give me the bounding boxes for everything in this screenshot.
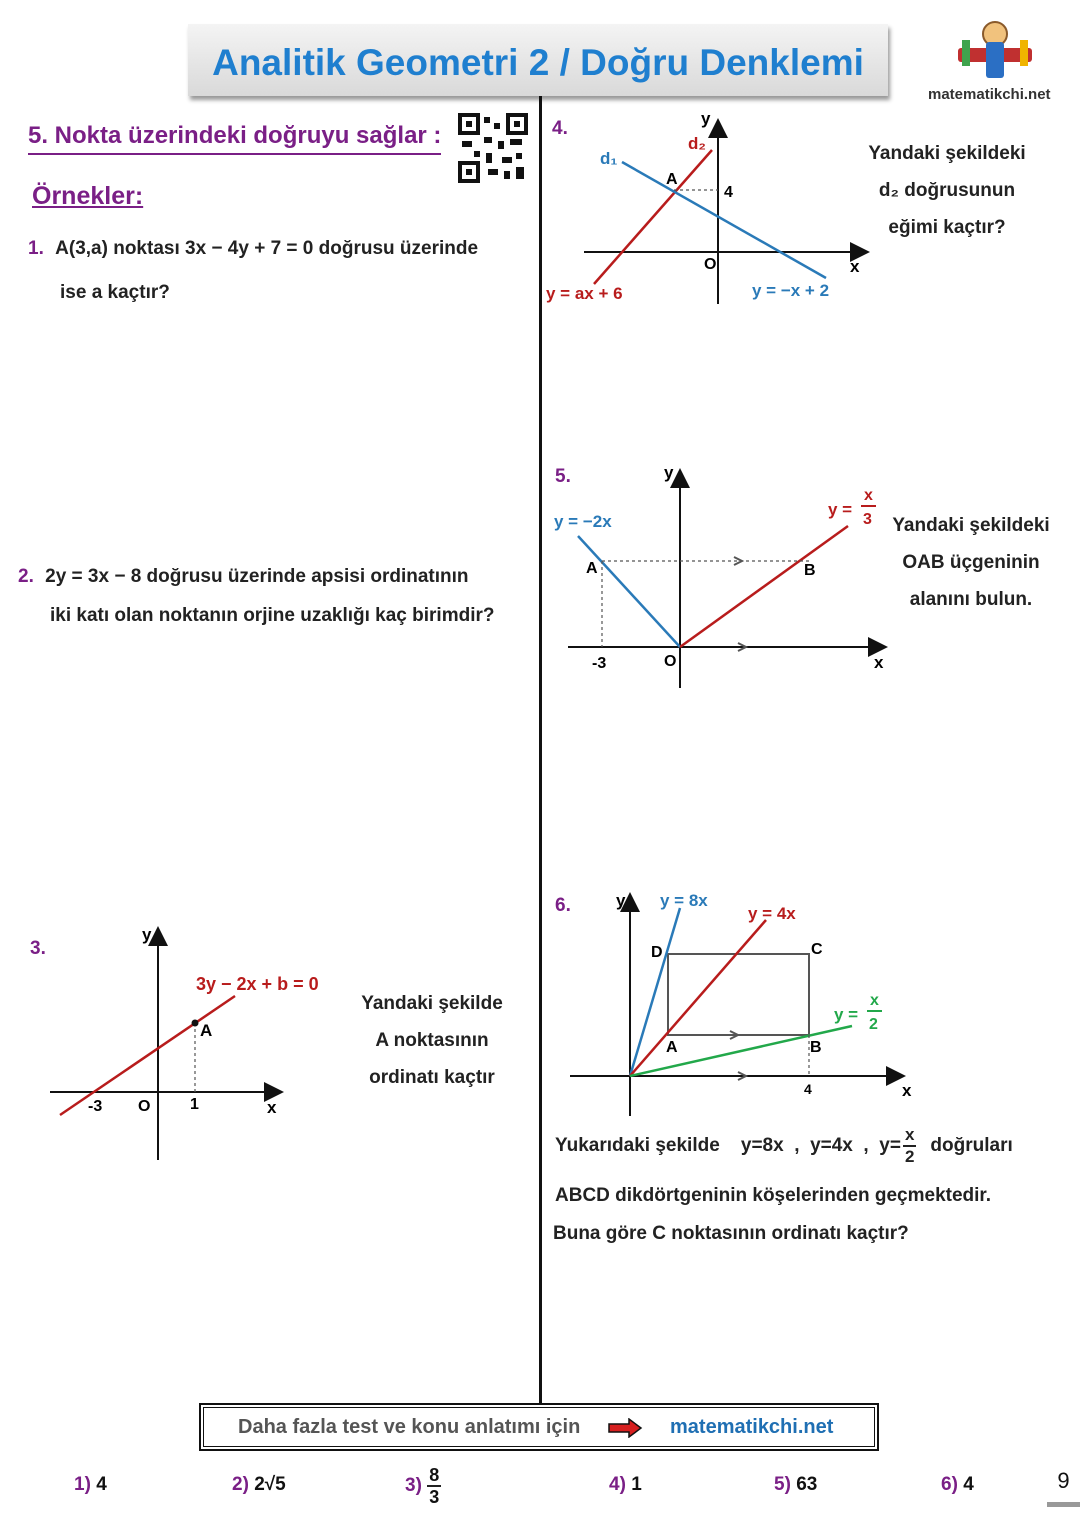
x-label: x [850, 257, 860, 276]
answer-value: 4 [96, 1474, 107, 1495]
answer-4 [609, 1474, 642, 1496]
q4-text [862, 135, 1032, 246]
answer-2 [232, 1474, 286, 1496]
right-equation-num: x [864, 487, 873, 504]
d1-label: d₁ [600, 149, 618, 168]
question-1-line2: ise a kaçtır? [60, 282, 170, 303]
logo-icon [950, 10, 1040, 82]
d1-equation: y = −x + 2 [752, 281, 830, 300]
page-number: 9 [1047, 1468, 1080, 1507]
fraction-num: 8 [429, 1465, 440, 1485]
equation-label: 3y − 2x + b = 0 [196, 974, 319, 994]
tick-neg3: -3 [592, 655, 607, 672]
x-label: x [267, 1098, 277, 1117]
text-line: alanını bulun. [909, 589, 1033, 610]
text-line: Yandaki şekildeki [868, 143, 1026, 164]
x-label: x [902, 1081, 912, 1100]
question-number: 3. [30, 938, 46, 959]
origin-label: O [704, 256, 717, 273]
answer-1 [74, 1474, 107, 1496]
fraction-den: 3 [429, 1487, 440, 1507]
question-number: 5. [555, 466, 571, 487]
q4-graph [544, 106, 874, 312]
question-1 [28, 238, 478, 260]
answer-number: 1) [74, 1474, 91, 1495]
line-d2 [594, 150, 712, 284]
footer-link[interactable]: matematikchi.net [670, 1416, 834, 1438]
point-a-label: A [586, 560, 598, 577]
y-label: y [616, 891, 626, 910]
text-line: Yandaki şekildeki [892, 515, 1050, 536]
origin-label: O [664, 653, 677, 670]
q5-text [886, 507, 1056, 618]
x-label: x [874, 653, 884, 672]
point-d-label: D [651, 944, 663, 961]
question-text: 2y = 3x − 8 doğrusu üzerinde apsisi ordinatının [45, 566, 469, 587]
footer-text: Daha fazla test ve konu anlatımı için [238, 1416, 581, 1438]
origin-label: O [138, 1098, 151, 1115]
q3-graph [40, 920, 340, 1170]
answer-number: 3) [405, 1475, 422, 1496]
equation-8x: y = 8x [660, 891, 708, 910]
text-part: Yukarıdaki şekilde y=8x , y=4x , y= [555, 1135, 901, 1157]
section-heading: 5. Nokta üzerindeki doğruyu sağlar : [28, 122, 441, 155]
y-label: y [701, 109, 711, 128]
text-line: Yandaki şekilde [361, 993, 503, 1014]
q6-text-line1 [555, 1125, 1013, 1167]
tick-4: 4 [804, 1081, 812, 1097]
text-line: eğimi kaçtır? [888, 217, 1006, 238]
answer-value: 4 [963, 1474, 974, 1495]
point-a-label: A [666, 171, 678, 188]
line-y-neg2x [578, 536, 680, 647]
equation-4x: y = 4x [748, 904, 796, 923]
y-label: y [142, 925, 152, 944]
equation-half-num: x [870, 992, 879, 1009]
arrow-right-icon [607, 1418, 643, 1438]
answer-fraction [427, 1465, 441, 1507]
equation-half-prefix: y = [834, 1005, 859, 1024]
brand-text: matematikchi.net [928, 86, 1051, 103]
d2-label: d₂ [688, 134, 706, 153]
question-2-line2: iki katı olan noktanın orjine uzaklığı kaç birimdir? [50, 605, 495, 626]
question-text: A(3,a) noktası 3x − 4y + 7 = 0 doğrusu üzerinde [55, 238, 479, 259]
question-number: 4. [552, 118, 568, 139]
answer-5 [774, 1474, 817, 1496]
q3-text [352, 985, 512, 1096]
answer-number: 4) [609, 1474, 626, 1495]
answer-number: 5) [774, 1474, 791, 1495]
examples-label: Örnekler: [32, 182, 144, 210]
q5-graph [548, 458, 888, 698]
text-line: A noktasının [375, 1030, 489, 1051]
point-b-label: B [804, 562, 816, 579]
fraction [903, 1125, 916, 1167]
d2-equation: y = ax + 6 [546, 284, 623, 303]
point-a-label: A [200, 1021, 213, 1040]
point-c-label: C [811, 941, 823, 958]
answer-6 [941, 1474, 974, 1496]
rectangle-abcd [668, 954, 809, 1035]
question-number: 2. [18, 566, 34, 587]
tick-1: 1 [190, 1096, 199, 1113]
left-equation: y = −2x [554, 512, 612, 531]
answer-value: 63 [796, 1474, 818, 1495]
equation-half-den: 2 [869, 1016, 878, 1033]
answer-value: 1 [631, 1474, 642, 1495]
y-label: y [664, 463, 674, 482]
tick-neg3: -3 [88, 1098, 103, 1115]
text-line: OAB üçgeninin [902, 552, 1040, 573]
line-d1 [622, 162, 826, 278]
line-y-x-over-3 [680, 526, 848, 647]
column-divider [539, 96, 542, 1406]
point-a [192, 1020, 199, 1027]
right-equation-prefix: y = [828, 500, 853, 519]
q6-text-line2: ABCD dikdörtgeninin köşelerinden geçmektedir. [555, 1185, 992, 1206]
q6-graph [560, 884, 920, 1124]
qr-code-icon[interactable] [458, 113, 528, 183]
point-b-label: B [810, 1039, 822, 1056]
answer-3 [405, 1465, 441, 1507]
answer-number: 6) [941, 1474, 958, 1495]
question-number: 6. [555, 895, 571, 916]
text-line: d₂ doğrusunun [878, 180, 1016, 201]
fraction-den: 2 [904, 1147, 915, 1166]
q6-text-line3: Buna göre C noktasının ordinatı kaçtır? [553, 1223, 909, 1244]
right-equation-den: 3 [863, 511, 872, 528]
page-title: Analitik Geometri 2 / Doğru Denklemi [212, 42, 864, 83]
tick-4: 4 [724, 184, 733, 201]
text-line: ordinatı kaçtır [369, 1067, 495, 1088]
fraction-num: x [903, 1125, 916, 1147]
question-number: 1. [28, 238, 44, 259]
text-part: doğruları [930, 1135, 1013, 1157]
answer-value: 2√5 [254, 1474, 286, 1495]
question-2 [18, 566, 469, 588]
answer-number: 2) [232, 1474, 249, 1495]
point-a-label: A [666, 1039, 678, 1056]
